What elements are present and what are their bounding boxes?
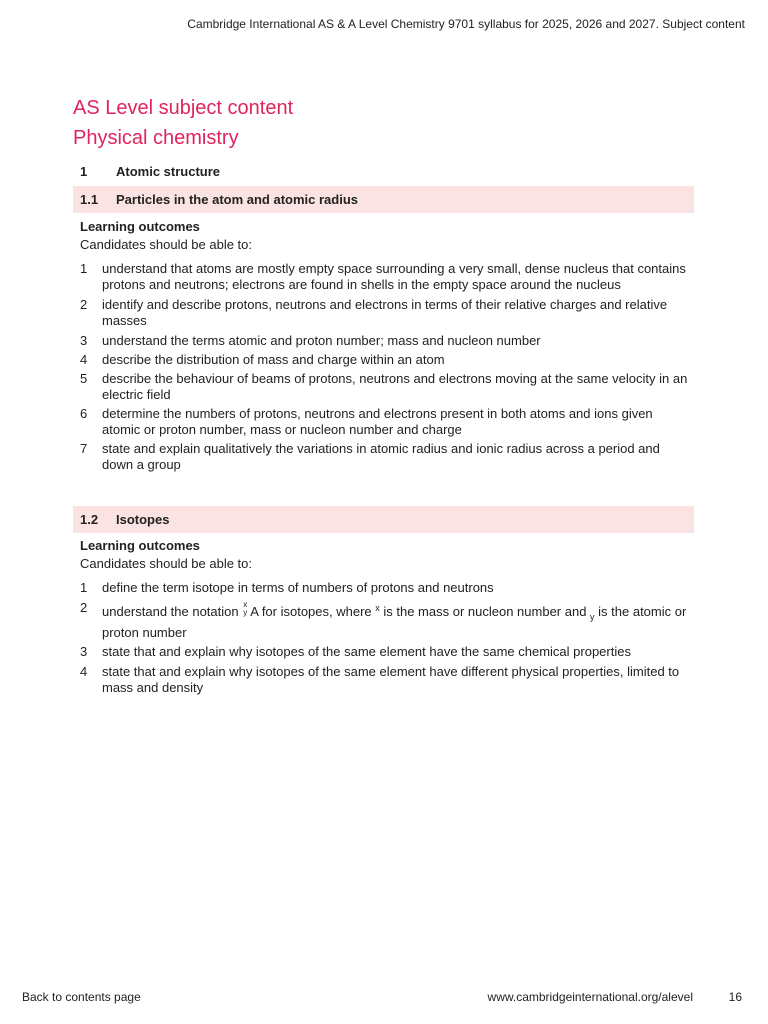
back-to-contents-link[interactable]: Back to contents page (22, 990, 141, 1004)
section-number: 1.1 (80, 192, 99, 207)
topic-number: 1 (80, 164, 88, 179)
section-heading-1-1 (73, 186, 694, 213)
footer-url: www.cambridgeinternational.org/alevel (487, 990, 693, 1004)
section-title: Particles in the atom and atomic radius (116, 192, 359, 207)
outcome-list-1-1 (80, 261, 690, 473)
learning-outcomes-header (80, 218, 252, 254)
list-item: 7 state and explain qualitatively the variations in atomic radius and ionic radius across a period and down a group (80, 441, 660, 472)
list-item: 6 determine the numbers of protons, neutrons and electrons present in both atoms and ions given atomic or proton number, mass or nucleon number and charge (80, 406, 653, 437)
running-header (187, 17, 745, 31)
learning-outcomes-header (80, 537, 252, 573)
lo-intro: Candidates should be able to: (80, 237, 253, 252)
page-title: AS Level subject content (73, 97, 294, 119)
list-item: 3 understand the terms atomic and proton number; mass and nucleon number (80, 333, 541, 348)
section-number: 1.2 (80, 512, 99, 527)
list-item: 4 describe the distribution of mass and charge within an atom (80, 352, 445, 367)
lo-heading: Learning outcomes (80, 219, 200, 234)
section-heading-1-2 (73, 506, 694, 533)
header-section: Subject content (662, 17, 745, 31)
page-number: 16 (728, 990, 742, 1004)
header-text: Cambridge International AS & A Level Chemistry 9701 syllabus for 2025, 2026 and 2027. (187, 17, 659, 31)
lo-intro: Candidates should be able to: (80, 556, 253, 571)
section-title: Isotopes (116, 512, 170, 527)
list-item: 1 define the term isotope in terms of numbers of protons and neutrons (80, 580, 494, 595)
list-item: 2 identify and describe protons, neutrons and electrons in terms of their relative charges and relative masses (80, 297, 668, 328)
isotope-notation: x y (243, 600, 248, 617)
lo-heading: Learning outcomes (80, 538, 200, 553)
topic-title: Atomic structure (116, 164, 221, 179)
topic-heading (80, 164, 220, 179)
list-item: 2 understand the notation x y A for isotopes, where $^x$ is the mass or nucleon number and $_y$ is the atomic or proton number (80, 600, 687, 640)
list-item: 1 understand that atoms are mostly empty space surrounding a very small, dense nucleus that contains protons and neutrons; electrons are found in shells in the empty space around the nucleus (80, 261, 686, 292)
list-item: 5 describe the behaviour of beams of protons, neutrons and electrons moving at the same velocity in an electric field (80, 371, 688, 402)
list-item: 4 state that and explain why isotopes of the same element have different physical properties, limited to mass and density (80, 664, 680, 695)
outcome-list-1-2 (80, 580, 690, 696)
list-item: 3 state that and explain why isotopes of the same element have the same chemical properties (80, 644, 631, 659)
page-subtitle: Physical chemistry (73, 127, 239, 149)
